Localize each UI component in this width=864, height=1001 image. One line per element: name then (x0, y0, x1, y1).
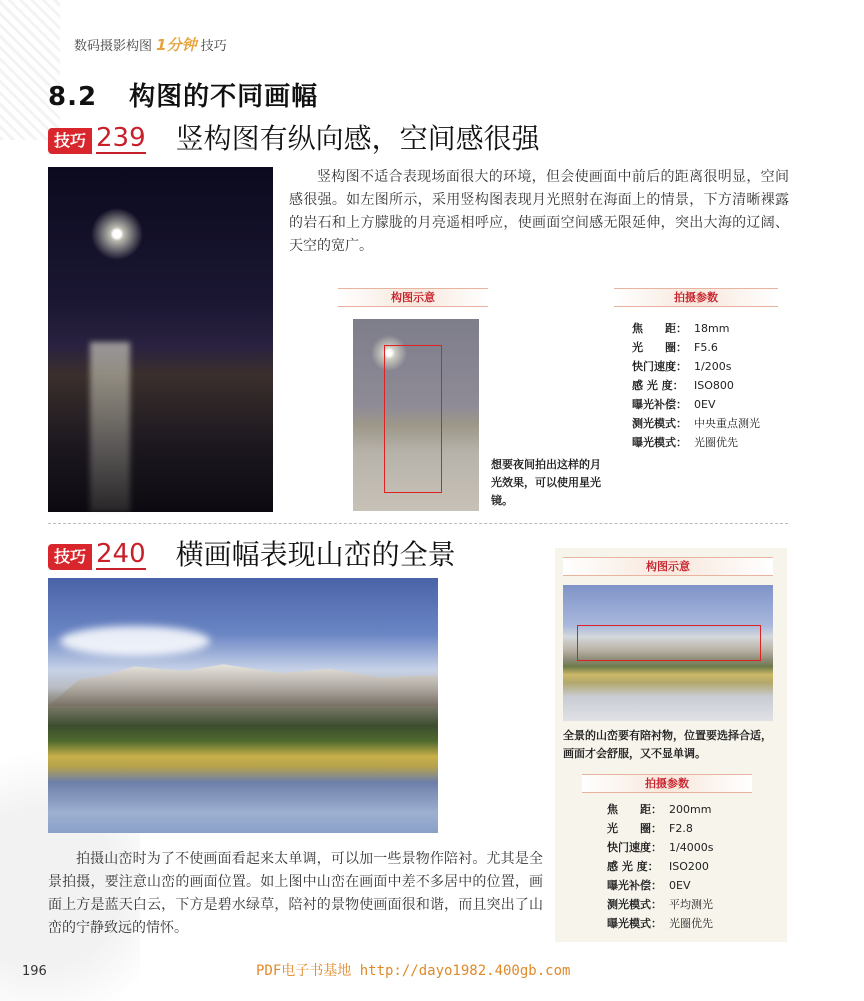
params-head: 拍摄参数 (582, 774, 752, 793)
param-row: 感 光 度： ISO200 (607, 860, 709, 873)
diagram-head: 构图示意 (338, 288, 488, 307)
diagram-head: 构图示意 (563, 557, 773, 576)
param-row: 测光模式： 中央重点测光 (632, 417, 760, 430)
tip-title: 横画幅表现山峦的全景 (175, 538, 456, 571)
tip-239-params-header (614, 288, 778, 307)
tip-240-caption: 全景的山峦要有陪衬物，位置要选择合适，画面才会舒服，又不显单调。 (563, 729, 772, 760)
tip-240-params-header (582, 774, 752, 793)
param-row: 光 圈： F2.8 (607, 822, 693, 835)
param-row: 感 光 度： ISO800 (632, 379, 734, 392)
tip-title: 竖构图有纵向感，空间感很强 (175, 122, 540, 155)
tip-240-params (607, 800, 777, 933)
tip-240-diagram-header (563, 557, 773, 576)
param-row: 测光模式： 平均测光 (607, 898, 713, 911)
tip-number: 240 (96, 539, 146, 569)
section-number: 8.2 (48, 82, 98, 112)
section-divider (48, 523, 788, 524)
tip-240-heading (48, 540, 456, 570)
moonlit-sea-photo (48, 167, 273, 512)
tip-239-params (632, 319, 792, 452)
param-row: 快门速度： 1/4000s (607, 841, 714, 854)
param-row: 曝光模式： 光圈优先 (607, 917, 713, 930)
tip-239-heading (48, 124, 540, 154)
tip-badge: 技巧 (48, 128, 92, 154)
param-row: 曝光补偿： 0EV (607, 879, 691, 892)
corner-decoration (0, 0, 60, 140)
photo-clouds (60, 626, 210, 656)
footer-watermark-link[interactable]: PDF电子书基地 http://dayo1982.400gb.com (256, 963, 571, 979)
params-head: 拍摄参数 (614, 288, 778, 307)
tip-239-caption: 想要夜间拍出这样的月光效果，可以使用星光镜。 (491, 458, 601, 507)
header-logo: 1分钟 (156, 36, 197, 54)
param-row: 曝光补偿： 0EV (632, 398, 716, 411)
section-heading (48, 76, 318, 113)
page-number: 196 (22, 964, 47, 979)
composition-frame (384, 345, 442, 493)
param-row: 光 圈： F5.6 (632, 341, 718, 354)
moon-reflection (90, 342, 130, 512)
book-header (74, 34, 227, 55)
param-row: 焦 距： 200mm (607, 803, 712, 816)
tip-badge: 技巧 (48, 544, 92, 570)
param-row: 曝光模式： 光圈优先 (632, 436, 738, 449)
tip-number: 239 (96, 123, 146, 153)
section-title: 构图的不同画幅 (129, 82, 319, 112)
composition-frame (577, 625, 761, 661)
header-prefix: 数码摄影构图 (74, 39, 153, 54)
param-row: 焦 距： 18mm (632, 322, 730, 335)
tip-240-body: 拍摄山峦时为了不使画面看起来太单调，可以加一些景物作陪衬。尤其是全景拍摄，要注意山峦的画面位置。如上图中山峦在画面中差不多居中的位置，画面上方是蓝天白云，下方是碧水绿草，陪衬的景物使画面很和谐，而且突出了山峦的宁静致远的情怀。 (48, 851, 543, 936)
header-suffix: 技巧 (200, 39, 227, 54)
tip-239-body: 竖构图不适合表现场面很大的环境，但会使画面中前后的距离很明显，空间感很强。如左图所示，采用竖构图表现月光照射在海面上的情景，下方清晰裸露的岩石和上方朦胧的月亮遥相呼应，使画面空间感无限延伸，突出大海的辽阔、天空的宽广。 (289, 169, 789, 254)
param-row: 快门速度： 1/200s (632, 360, 732, 373)
tip-239-diagram-header (338, 288, 488, 307)
